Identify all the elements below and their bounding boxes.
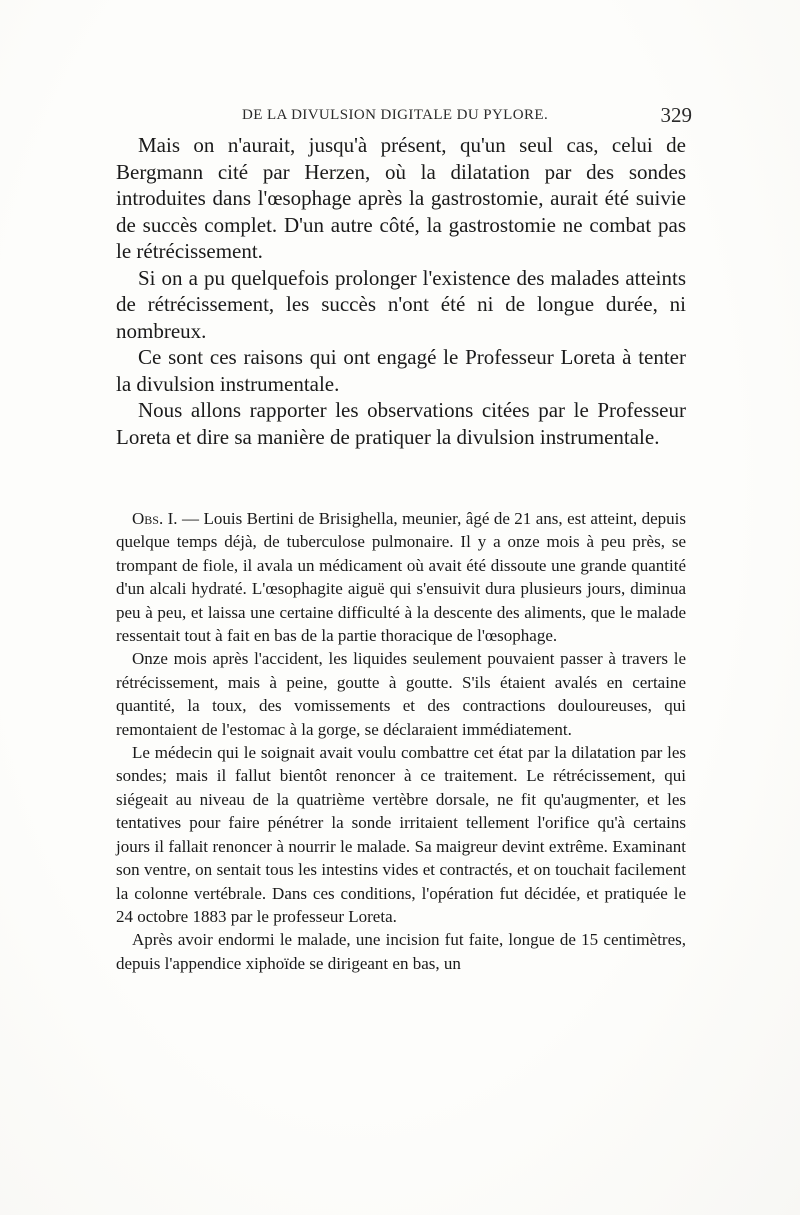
observation-label: Obs. I.: [132, 509, 178, 528]
observation-text: — Louis Bertini de Brisighella, meunier, âgé de 21 ans, est atteint, depuis quelque temps déjà, de tuberculose pulmonaire. Il y a onze mois à peu près, se trompant de fiole, il avala un médicament où avait été dissoute une grande quantité d'un alcali hydraté. L'œsophagite aiguë qui s'ensuivit dura plusieurs jours, diminua peu à peu, et laissa une certaine difficulté à la descente des aliments, que le malade ressentait tout à fait en bas de la partie thoracique de l'œsophage.: [116, 509, 686, 646]
paragraph: Ce sont ces raisons qui ont engagé le Professeur Loreta à tenter la divulsion instrumentale.: [116, 345, 686, 396]
page-number: 329: [660, 103, 692, 127]
observation-paragraph: Le médecin qui le soignait avait voulu combattre cet état par la dilatation par les sondes; mais il fallut bientôt renoncer à ce traitement. Le rétrécissement, qui siégeait au niveau de la quatrième vertèbre dorsale, ne fit qu'augmenter, et les tentatives pour faire pénétrer la sonde irritaient tellement l'orifice qu'à certains jours il fallait renoncer à nourrir le malade. Sa maigreur devint extrême. Examinant son ventre, on sentait tous les intestins vides et contractés, et on touchait facilement la colonne vertébrale. Dans ces conditions, l'opération fut décidée, et pratiquée le 24 octobre 1883 par le professeur Loreta.: [116, 743, 686, 926]
paragraph: Mais on n'aurait, jusqu'à présent, qu'un seul cas, celui de Bergmann cité par Herzen, où la dilatation par des sondes introduites dans l'œsophage après la gastrostomie, aurait été suivie de succès complet. D'un autre côté, la gastrostomie ne combat pas le rétrécissement.: [116, 133, 686, 263]
paragraph: Nous allons rapporter les observations citées par le Professeur Loreta et dire sa manière de pratiquer la divulsion instrumentale.: [116, 398, 686, 449]
observation-paragraph: Onze mois après l'accident, les liquides seulement pouvaient passer à travers le rétrécissement, mais à peine, goutte à goutte. S'ils étaient avalés en certaine quantité, la toux, des vomissements et des contractions douloureuses, qui remontaient de l'estomac à la gorge, se déclaraient immédiatement.: [116, 649, 686, 739]
observation-paragraph: Après avoir endormi le malade, une incision fut faite, longue de 15 centimètres, depuis l'appendice xiphoïde se dirigeant en bas, un: [116, 930, 686, 973]
intro-text: [116, 132, 686, 450]
page-header: [108, 103, 696, 131]
observation-paragraph: [116, 507, 686, 647]
running-head: DE LA DIVULSION DIGITALE DU PYLORE.: [242, 107, 549, 123]
observation-section: [116, 507, 686, 975]
paragraph: Si on a pu quelquefois prolonger l'existence des malades atteints de rétrécissement, les succès n'ont été ni de longue durée, ni nombreux.: [116, 265, 686, 343]
